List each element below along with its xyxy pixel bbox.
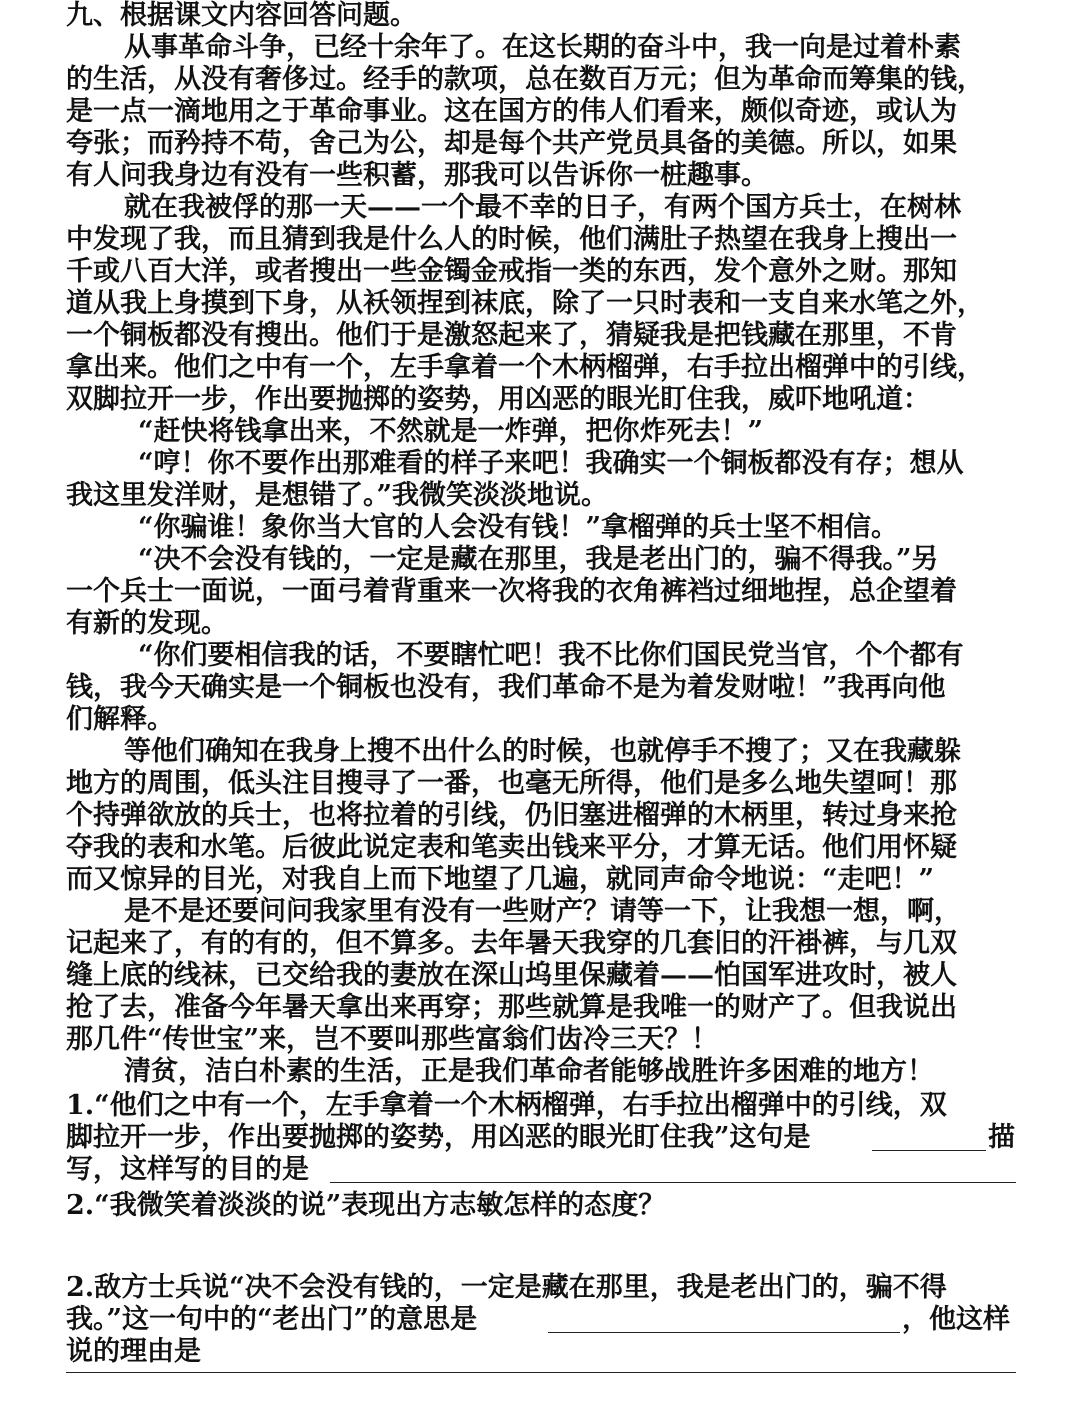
answer-blank[interactable] xyxy=(330,1182,1016,1183)
question-1-line: 1.“他们之中有一个，左手拿着一个木柄榴弹，右手拉出榴弹中的引线，双 xyxy=(66,1090,947,1121)
passage-line: 道从我上身摸到下身，从袄领捏到袜底，除了一只时表和一支自来水笔之外， xyxy=(66,288,984,319)
question-1-line: 写，这样写的目的是 xyxy=(66,1154,309,1185)
question-3-line: 2.敌方士兵说“决不会没有钱的，一定是藏在那里，我是老出门的，骗不得 xyxy=(66,1272,947,1303)
passage-line: 地方的周围，低头注目搜寻了一番，也毫无所得，他们是多么地失望呵！那 xyxy=(66,768,957,799)
passage-line: 抢了去，准备今年暑天拿出来再穿；那些就算是我唯一的财产了。但我说出 xyxy=(66,992,957,1023)
passage-line: 一个铜板都没有搜出。他们于是激怒起来了，猜疑我是把钱藏在那里，不肯 xyxy=(66,320,957,351)
passage-line: 拿出来。他们之中有一个，左手拿着一个木柄榴弹，右手拉出榴弹中的引线， xyxy=(66,352,984,383)
question-1-line: 描 xyxy=(988,1122,1015,1153)
passage-line: 是不是还要问问我家里有没有一些财产？请等一下，让我想一想，啊， xyxy=(124,896,961,927)
question-3-line: ，他这样 xyxy=(902,1304,1010,1335)
answer-blank[interactable] xyxy=(872,1150,986,1151)
passage-line: “决不会没有钱的，一定是藏在那里，我是老出门的，骗不得我。”另 xyxy=(138,544,939,575)
passage-line: 个持弹欲放的兵士，也将拉着的引线，仍旧塞进榴弹的木柄里，转过身来抢 xyxy=(66,800,957,831)
answer-blank[interactable] xyxy=(548,1332,900,1333)
passage-line: 缝上底的线袜，已交给我的妻放在深山坞里保藏着——怕国军进攻时，被人 xyxy=(66,960,957,991)
passage-line: 有新的发现。 xyxy=(66,608,228,639)
passage-line: 那几件“传世宝”来，岂不要叫那些富翁们齿冷三天？！ xyxy=(66,1024,719,1055)
passage-line: 是一点一滴地用之于革命事业。这在国方的伟人们看来，颇似奇迹，或认为 xyxy=(66,96,957,127)
passage-line: 而又惊异的目光，对我自上而下地望了几遍，就同声命令地说：“走吧！” xyxy=(66,864,935,895)
passage-line: 双脚拉开一步，作出要抛掷的姿势，用凶恶的眼光盯住我，威吓地吼道： xyxy=(66,384,930,415)
answer-rule[interactable] xyxy=(66,1372,1016,1373)
passage-line: 有人问我身边有没有一些积蓄，那我可以告诉你一桩趣事。 xyxy=(66,160,768,191)
passage-line: 清贫，洁白朴素的生活，正是我们革命者能够战胜许多困难的地方！ xyxy=(124,1056,934,1087)
passage-line: 中发现了我，而且猜到我是什么人的时候，他们满肚子热望在我身上搜出一 xyxy=(66,224,957,255)
passage-line: 等他们确知在我身上搜不出什么的时候，也就停手不搜了；又在我藏躲 xyxy=(124,736,961,767)
passage-line: 们解释。 xyxy=(66,704,174,735)
passage-line: 夸张；而矜持不苟，舍己为公，却是每个共产党员具备的美德。所以，如果 xyxy=(66,128,957,159)
section-heading: 九、根据课文内容回答问题。 xyxy=(66,0,417,31)
passage-line: “你们要相信我的话，不要瞎忙吧！我不比你们国民党当官，个个都有 xyxy=(138,640,964,671)
passage-line: 从事革命斗争，已经十余年了。在这长期的奋斗中，我一向是过着朴素 xyxy=(124,32,961,63)
passage-line: 我这里发洋财，是想错了。”我微笑淡淡地说。 xyxy=(66,480,609,511)
question-1-line: 脚拉开一步，作出要抛掷的姿势，用凶恶的眼光盯住我”这句是 xyxy=(66,1122,811,1153)
passage-line: 夺我的表和水笔。后彼此说定表和笔卖出钱来平分，才算无话。他们用怀疑 xyxy=(66,832,957,863)
question-3-line: 说的理由是 xyxy=(66,1336,201,1367)
passage-line: “哼！你不要作出那难看的样子来吧！我确实一个铜板都没有存；想从 xyxy=(138,448,964,479)
question-3-line: 我。”这一句中的“老出门”的意思是 xyxy=(66,1304,478,1335)
passage-line: 一个兵士一面说，一面弓着背重来一次将我的衣角裤裆过细地捏，总企望着 xyxy=(66,576,957,607)
passage-line: 的生活，从没有奢侈过。经手的款项，总在数百万元；但为革命而筹集的钱， xyxy=(66,64,984,95)
passage-line: 记起来了，有的有的，但不算多。去年暑天我穿的几套旧的汗褂裤，与几双 xyxy=(66,928,957,959)
passage-line: 就在我被俘的那一天——一个最不幸的日子，有两个国方兵士，在树林 xyxy=(124,192,961,223)
passage-line: “你骗谁！象你当大官的人会没有钱！”拿榴弹的兵士坚不相信。 xyxy=(138,512,899,543)
passage-line: “赶快将钱拿出来，不然就是一炸弹，把你炸死去！” xyxy=(138,416,764,447)
question-2: 2.“我微笑着淡淡的说”表现出方志敏怎样的态度？ xyxy=(66,1190,666,1221)
passage-line: 钱，我今天确实是一个铜板也没有，我们革命不是为着发财啦！”我再向他 xyxy=(66,672,946,703)
passage-line: 千或八百大洋，或者搜出一些金镯金戒指一类的东西，发个意外之财。那知 xyxy=(66,256,957,287)
